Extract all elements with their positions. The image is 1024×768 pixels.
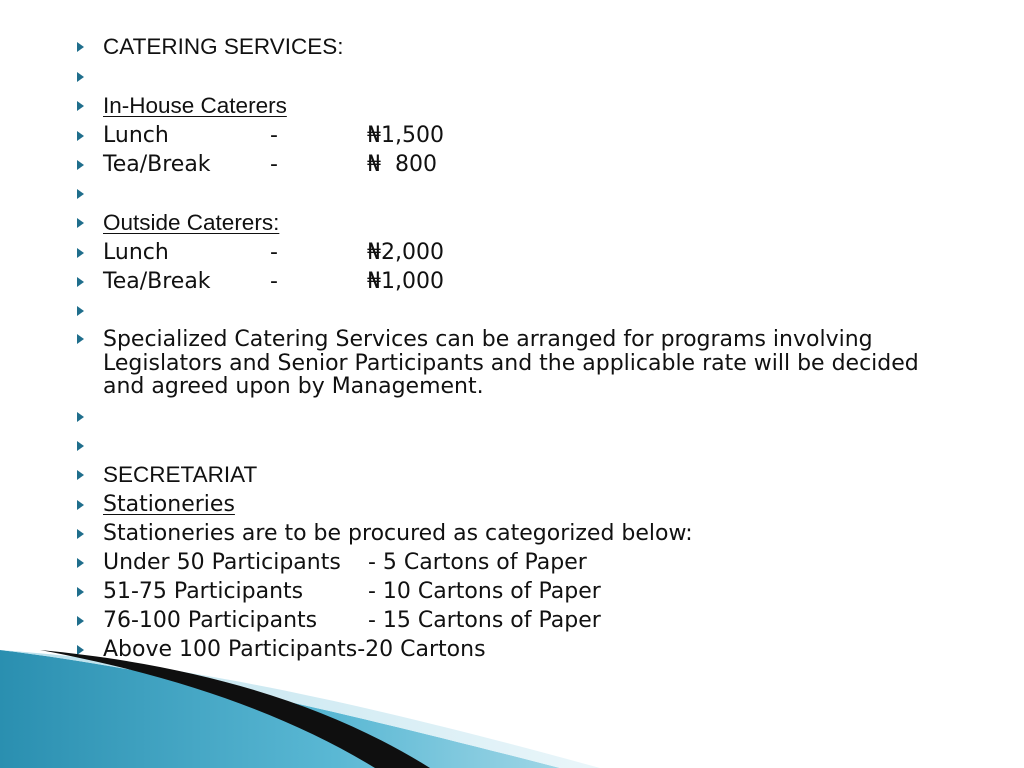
item-label: Lunch (103, 123, 169, 148)
catering-title: CATERING SERVICES: (103, 34, 344, 59)
tier-range: 51-75 Participants (103, 578, 304, 604)
tier-range: Under 50 Participants (103, 549, 341, 575)
item-price: ₦2,000 (367, 240, 444, 265)
item-price: ₦1,500 (367, 123, 444, 148)
item-label: Tea/Break (103, 152, 211, 177)
item-separator: - (270, 240, 278, 265)
specialized-note: Specialized Catering Services can be arranged for programs involving Legislators and Senior Participants and the applicable rate will be decided and agreed upon by Management. (103, 327, 919, 399)
in-house-heading: In-House Caterers (103, 93, 287, 118)
item-separator: - (270, 152, 278, 177)
item-price: ₦1,000 (367, 269, 444, 294)
item-label: Tea/Break (103, 269, 211, 294)
outside-heading: Outside Caterers: (103, 210, 280, 235)
stationeries-intro: Stationeries are to be procured as categorized below: (103, 520, 693, 546)
stationeries-heading: Stationeries (103, 491, 235, 517)
tier-last: Above 100 Participants-20 Cartons (103, 636, 486, 662)
item-price: ₦ 800 (367, 152, 437, 177)
tier-amount: - 15 Cartons of Paper (361, 607, 601, 633)
tier-amount: - 10 Cartons of Paper (361, 578, 601, 604)
secretariat-title: SECRETARIAT (103, 461, 258, 487)
item-label: Lunch (103, 240, 169, 265)
tier-amount: - 5 Cartons of Paper (361, 549, 587, 575)
item-separator: - (270, 269, 278, 294)
item-separator: - (270, 123, 278, 148)
tier-range: 76-100 Participants (103, 607, 318, 633)
